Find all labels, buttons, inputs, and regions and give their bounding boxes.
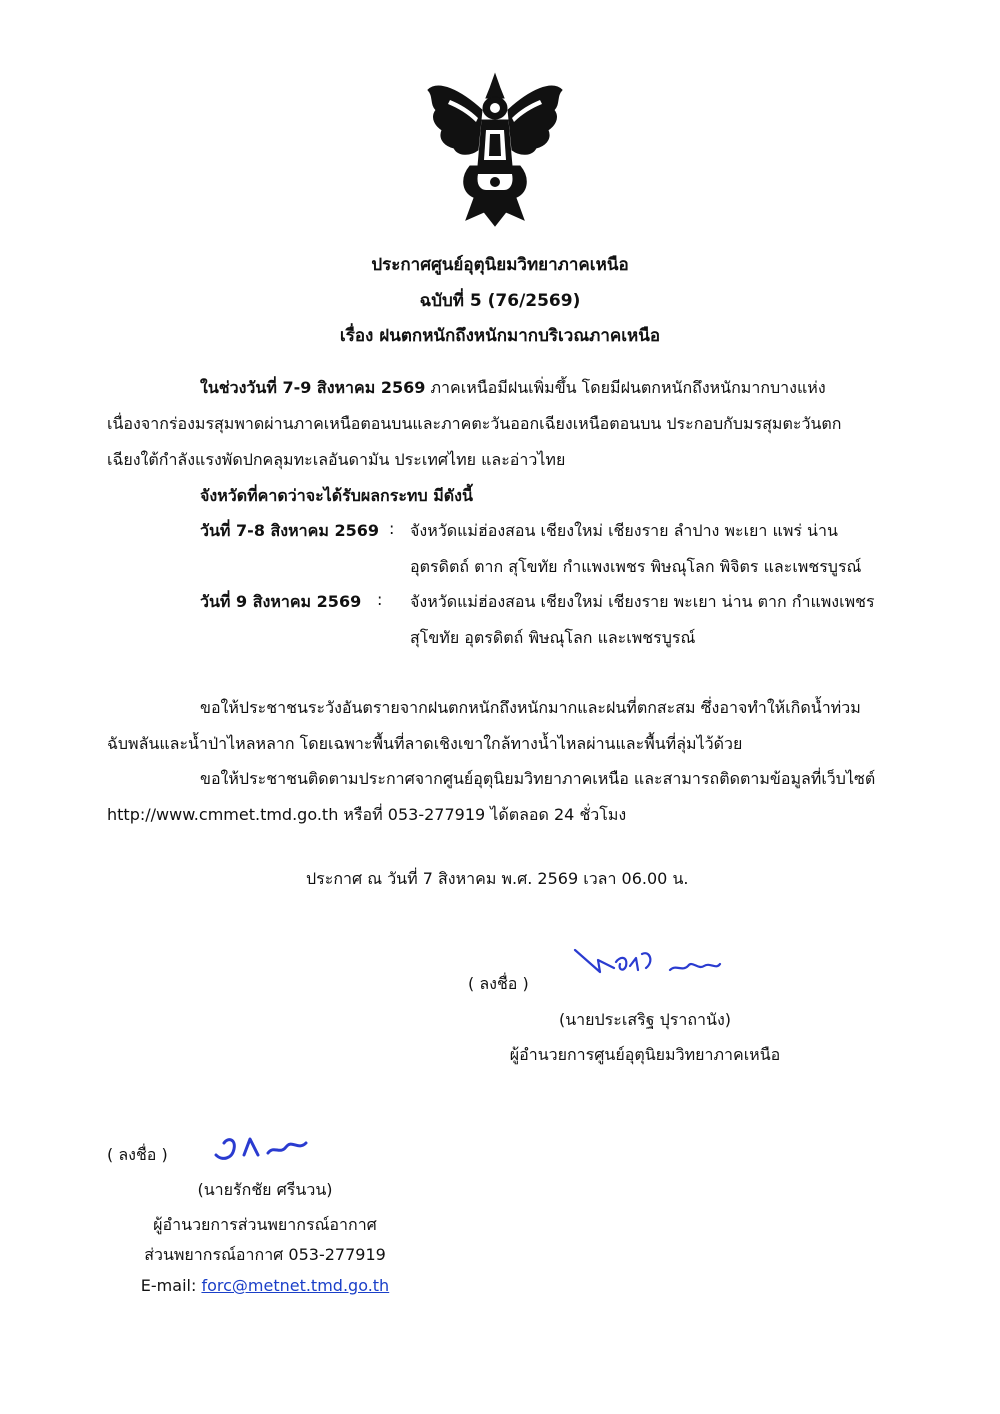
forecaster-position: ผู้อำนวยการส่วนพยากรณ์อากาศ	[153, 1215, 377, 1234]
paragraph-3-line-2: http://www.cmmet.tmd.go.th หรือที่ 053-277919 ได้ตลอด 24 ชั่วโมง	[107, 805, 627, 824]
forecast-colon-2: :	[377, 590, 383, 609]
document-subject: เรื่อง ฝนตกหนักถึงหนักมากบริเวณภาคเหนือ	[339, 326, 661, 346]
forecaster-email-line	[120, 1276, 410, 1295]
forecast-provinces-2a: จังหวัดแม่ฮ่องสอน เชียงใหม่ เชียงราย พะเยา น่าน ตาก กำแพงเพชร	[410, 592, 875, 611]
forecast-date-2: วันที่ 9 สิงหาคม 2569	[200, 592, 362, 611]
forecast-date-1: วันที่ 7-8 สิงหาคม 2569	[200, 521, 379, 540]
document-title: ประกาศศูนย์อุตุนิยมวิทยาภาคเหนือ	[371, 255, 629, 275]
paragraph-2-line-1: ขอให้ประชาชนระวังอันตรายจากฝนตกหนักถึงหนักมากและฝนที่ตกสะสม ซึ่งอาจทำให้เกิดน้ำท่วม	[200, 698, 861, 717]
forecast-provinces-2b: สุโขทัย อุตรดิตถ์ พิษณุโลก และเพชรบูรณ์	[410, 628, 696, 647]
issue-number: ฉบับที่ 5 (76/2569)	[419, 291, 581, 311]
director-signature-icon	[570, 940, 730, 990]
director-name: (นายประเสริฐ ปุราถานัง)	[558, 1010, 732, 1029]
paragraph-1-line-2: เนื่องจากร่องมรสุมพาดผ่านภาคเหนือตอนบนและภาคตะวันออกเฉียงเหนือตอนบน ประกอบกับมรสุมตะวันตก	[107, 414, 842, 433]
paragraph-1-line-1	[200, 376, 826, 401]
paragraph-3-line-1: ขอให้ประชาชนติดตามประกาศจากศูนย์อุตุนิยมวิทยาภาคเหนือ และสามารถติดตามข้อมูลที่เว็บไซต์	[200, 769, 876, 788]
paragraph-1-line-3: เฉียงใต้กำลังแรงพัดปกคลุมทะเลอันดามัน ประเทศไทย และอ่าวไทย	[107, 450, 566, 469]
email-label: E-mail:	[140, 1276, 202, 1295]
sign-label-2: ( ลงชื่อ )	[107, 1145, 168, 1164]
garuda-emblem-icon	[420, 70, 570, 230]
sign-label-1: ( ลงชื่อ )	[468, 974, 529, 993]
email-link[interactable]: forc@metnet.tmd.go.th	[201, 1276, 390, 1295]
forecaster-signature-icon	[210, 1125, 320, 1170]
affected-heading: จังหวัดที่คาดว่าจะได้รับผลกระทบ มีดังนี้	[200, 486, 473, 505]
forecaster-name: (นายรักชัย ศรีนวน)	[197, 1180, 333, 1199]
forecast-colon-1: :	[389, 519, 395, 538]
forecast-provinces-1b: อุตรดิตถ์ ตาก สุโขทัย กำแพงเพชร พิษณุโลก พิจิตร และเพชรบูรณ์	[410, 557, 862, 576]
announcement-date: ประกาศ ณ วันที่ 7 สิงหาคม พ.ศ. 2569 เวลา 06.00 น.	[306, 869, 689, 888]
paragraph-1-text: ภาคเหนือมีฝนเพิ่มขึ้น โดยมีฝนตกหนักถึงหนักมากบางแห่ง	[430, 378, 826, 397]
forecast-provinces-1a: จังหวัดแม่ฮ่องสอน เชียงใหม่ เชียงราย ลำปาง พะเยา แพร่ น่าน	[410, 521, 838, 540]
director-position: ผู้อำนวยการศูนย์อุตุนิยมวิทยาภาคเหนือ	[509, 1045, 781, 1064]
forecaster-unit-phone: ส่วนพยากรณ์อากาศ 053-277919	[144, 1245, 386, 1264]
paragraph-2-line-2: ฉับพลันและน้ำป่าไหลหลาก โดยเฉพาะพื้นที่ลาดเชิงเขาใกล้ทางน้ำไหลผ่านและพื้นที่ลุ่มไว้ด้วย	[107, 734, 743, 753]
period-lead: ในช่วงวันที่ 7-9 สิงหาคม 2569	[200, 378, 426, 397]
